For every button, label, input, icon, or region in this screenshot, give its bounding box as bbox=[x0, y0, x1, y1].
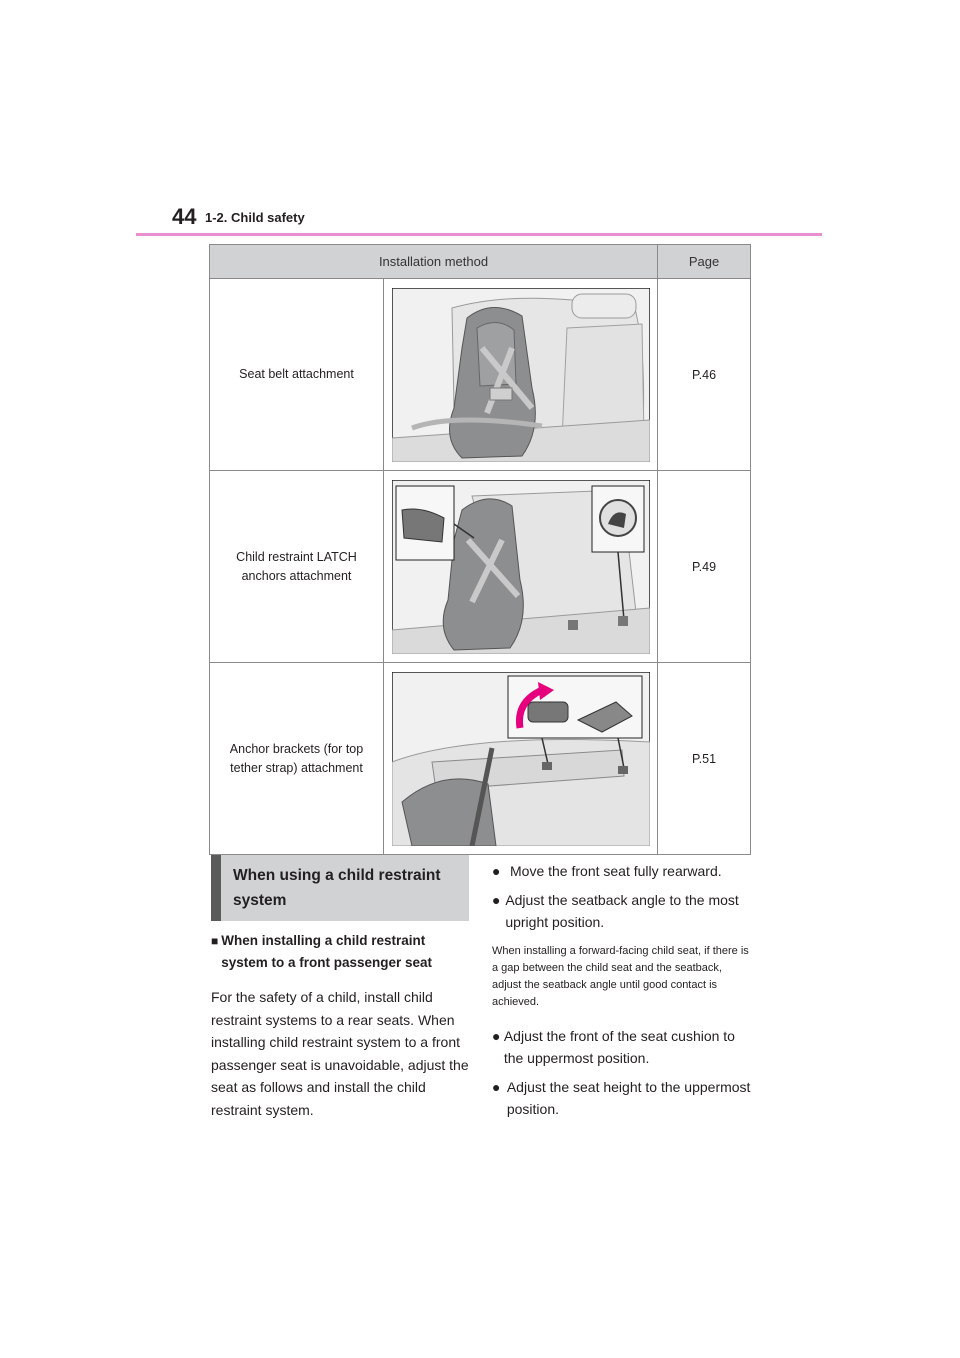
bullet-icon: ● bbox=[492, 1028, 501, 1044]
table-row bbox=[210, 471, 751, 663]
subsection-title: When using a child restraint system bbox=[233, 867, 441, 909]
header-rule bbox=[136, 233, 822, 236]
list-item bbox=[492, 1076, 754, 1120]
list-item bbox=[492, 1025, 754, 1069]
page-ref-anchor-brackets: P.51 bbox=[658, 663, 751, 855]
square-bullet-icon: ■ bbox=[211, 934, 219, 948]
page-ref-latch: P.49 bbox=[658, 471, 751, 663]
column-header-method: Installation method bbox=[210, 245, 658, 279]
bullet-icon: ● bbox=[492, 1079, 501, 1095]
body-paragraph: For the safety of a child, install child restraint systems to a rear seats. When installing child restraint system to a front passenger seat is unavoidable, adjust the seat as follows and install the child restraint system. bbox=[211, 989, 469, 1118]
list-item bbox=[492, 889, 754, 933]
seat-belt-attachment-illustration bbox=[392, 288, 650, 462]
page-ref-seat-belt: P.46 bbox=[658, 279, 751, 471]
list-item-text: Move the front seat fully rearward. bbox=[510, 863, 722, 879]
list-item bbox=[492, 860, 754, 882]
column-header-page: Page bbox=[658, 245, 751, 279]
bullet-icon: ● bbox=[492, 863, 501, 879]
tether-anchor-brackets-illustration bbox=[392, 672, 650, 846]
subsection-heading-bar bbox=[211, 855, 469, 921]
method-anchor-brackets: Anchor brackets (for top tether strap) attachment bbox=[210, 663, 384, 855]
right-column bbox=[492, 860, 754, 1127]
table-row bbox=[210, 279, 751, 471]
table-row bbox=[210, 663, 751, 855]
latch-anchors-illustration bbox=[392, 480, 650, 654]
list-item-text: Adjust the seatback angle to the most upright position. bbox=[505, 892, 739, 930]
bullet-icon: ● bbox=[492, 892, 501, 908]
list-item-text: Adjust the seat height to the uppermost position. bbox=[506, 1079, 751, 1117]
note-text: When installing a forward-facing child seat, if there is a gap between the child seat and the seatback, adjust the seatback angle until good contact is achieved. bbox=[492, 945, 749, 1008]
page-number: 44 bbox=[172, 204, 197, 229]
method-latch: Child restraint LATCH anchors attachment bbox=[210, 471, 384, 663]
sub-heading-text: When installing a child restraint system to a front passenger seat bbox=[221, 933, 433, 970]
left-column bbox=[211, 930, 473, 1121]
sub-heading bbox=[211, 930, 473, 974]
method-seat-belt: Seat belt attachment bbox=[210, 279, 384, 471]
installation-table bbox=[209, 244, 751, 855]
section-title: 1-2. Child safety bbox=[205, 210, 305, 225]
list-item-text: Adjust the front of the seat cushion to the uppermost position. bbox=[503, 1028, 735, 1066]
